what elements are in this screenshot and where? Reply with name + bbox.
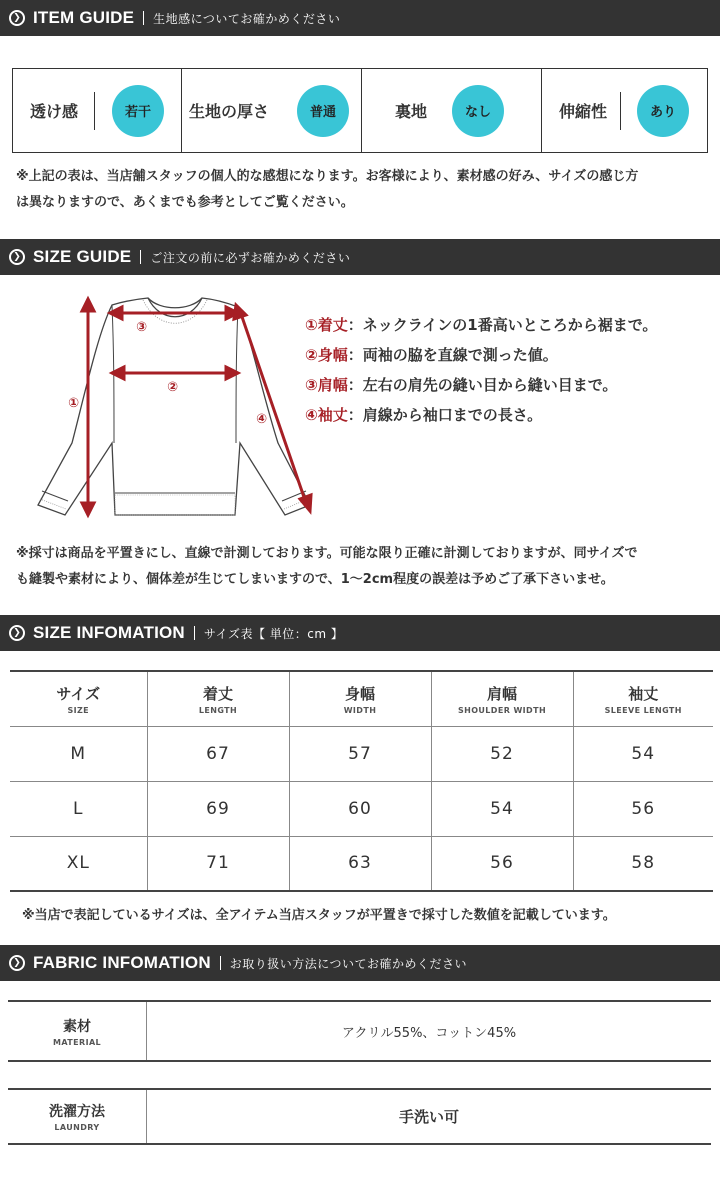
size-guide-header xyxy=(0,239,720,275)
divider xyxy=(194,626,195,640)
guide-label: 伸縮性 xyxy=(559,102,608,121)
laundry-label: 洗濯方法 LAUNDRY xyxy=(8,1090,147,1143)
guide-cell-stretch xyxy=(541,69,707,152)
marker-shoulder: ③ xyxy=(136,320,148,335)
guide-label: 生地の厚さ xyxy=(189,102,270,121)
section-title: FABRIC INFOMATION xyxy=(33,953,211,972)
guide-value-badge: 普通 xyxy=(297,85,349,137)
legend-item: ①着丈：ネックラインの1番高いところから裾まで。 xyxy=(305,316,658,334)
marker-sleeve: ④ xyxy=(256,412,268,427)
guide-cell-transparency xyxy=(13,69,181,152)
guide-value-badge: なし xyxy=(452,85,504,137)
size-guide-legend xyxy=(305,310,657,430)
guide-cell-lining xyxy=(361,69,541,152)
section-title: SIZE GUIDE xyxy=(33,247,132,266)
divider xyxy=(620,92,621,130)
guide-value-badge: 若干 xyxy=(112,85,164,137)
guide-label: 透け感 xyxy=(30,102,79,121)
divider xyxy=(143,11,144,25)
divider xyxy=(220,956,221,970)
column-header: 肩幅 SHOULDER WIDTH xyxy=(431,671,573,726)
table-row: M 67 57 52 54 xyxy=(10,726,713,781)
table-header-row xyxy=(10,671,713,726)
item-guide-header xyxy=(0,0,720,36)
legend-item: ④袖丈：肩線から袖口までの長さ。 xyxy=(305,406,543,424)
marker-length: ① xyxy=(68,396,80,411)
section-subtitle: お取り扱い方法についてお確かめください xyxy=(229,956,468,971)
column-header: 着丈 LENGTH xyxy=(147,671,289,726)
guide-cell-thickness xyxy=(181,69,361,152)
column-header: 袖丈 SLEEVE LENGTH xyxy=(573,671,713,726)
divider xyxy=(140,250,141,264)
chevron-right-icon: ❯ xyxy=(9,625,25,641)
section-subtitle: サイズ表【 単位：cm 】 xyxy=(203,626,344,641)
chevron-right-icon: ❯ xyxy=(9,10,25,26)
guide-value-badge: あり xyxy=(637,85,689,137)
size-guide-note: ※採寸は商品を平置きにし、直線で計測しております。可能な限り正確に計測しておりますが、同サイズで も縫製や素材により、個体差が生じてしまいますので、1〜2cm程度の誤差は予めご了承下さいませ。 xyxy=(16,546,638,587)
material-row xyxy=(8,1000,711,1062)
item-guide-note: ※上記の表は、当店舗スタッフの個人的な感想になります。お客様により、素材感の好み、サイズの感じ方 は異なりますので、あくまでも参考としてご覧ください。 xyxy=(16,169,639,210)
guide-label: 裏地 xyxy=(395,102,428,121)
laundry-value: 手洗い可 xyxy=(398,1108,459,1126)
section-title: ITEM GUIDE xyxy=(33,8,135,27)
legend-item: ②身幅：両袖の脇を直線で測った値。 xyxy=(305,346,558,364)
marker-width: ② xyxy=(167,380,179,395)
table-row: L 69 60 54 56 xyxy=(10,781,713,836)
legend-item: ③肩幅：左右の肩先の縫い目から縫い目まで。 xyxy=(305,376,618,394)
chevron-right-icon: ❯ xyxy=(9,249,25,265)
table-row: XL 71 63 56 58 xyxy=(10,836,713,891)
column-header: サイズ SIZE xyxy=(10,671,147,726)
material-label: 素材 MATERIAL xyxy=(8,1002,147,1060)
section-subtitle: ご注文の前に必ずお確かめください xyxy=(150,250,351,265)
laundry-row xyxy=(8,1088,711,1145)
column-header: 身幅 WIDTH xyxy=(289,671,431,726)
size-table xyxy=(10,670,713,892)
chevron-right-icon: ❯ xyxy=(9,955,25,971)
size-info-header xyxy=(0,615,720,651)
size-info-note: ※当店で表記しているサイズは、全アイテム当店スタッフが平置きで採寸した数値を記載しています。 xyxy=(22,908,616,923)
material-value: アクリル55%、コットン45% xyxy=(341,1025,517,1041)
section-title: SIZE INFOMATION xyxy=(33,623,185,642)
fabric-info-header xyxy=(0,945,720,981)
item-guide-box xyxy=(12,68,708,153)
sweater-diagram xyxy=(30,293,320,521)
section-subtitle: 生地感についてお確かめください xyxy=(153,11,341,26)
divider xyxy=(94,92,95,130)
